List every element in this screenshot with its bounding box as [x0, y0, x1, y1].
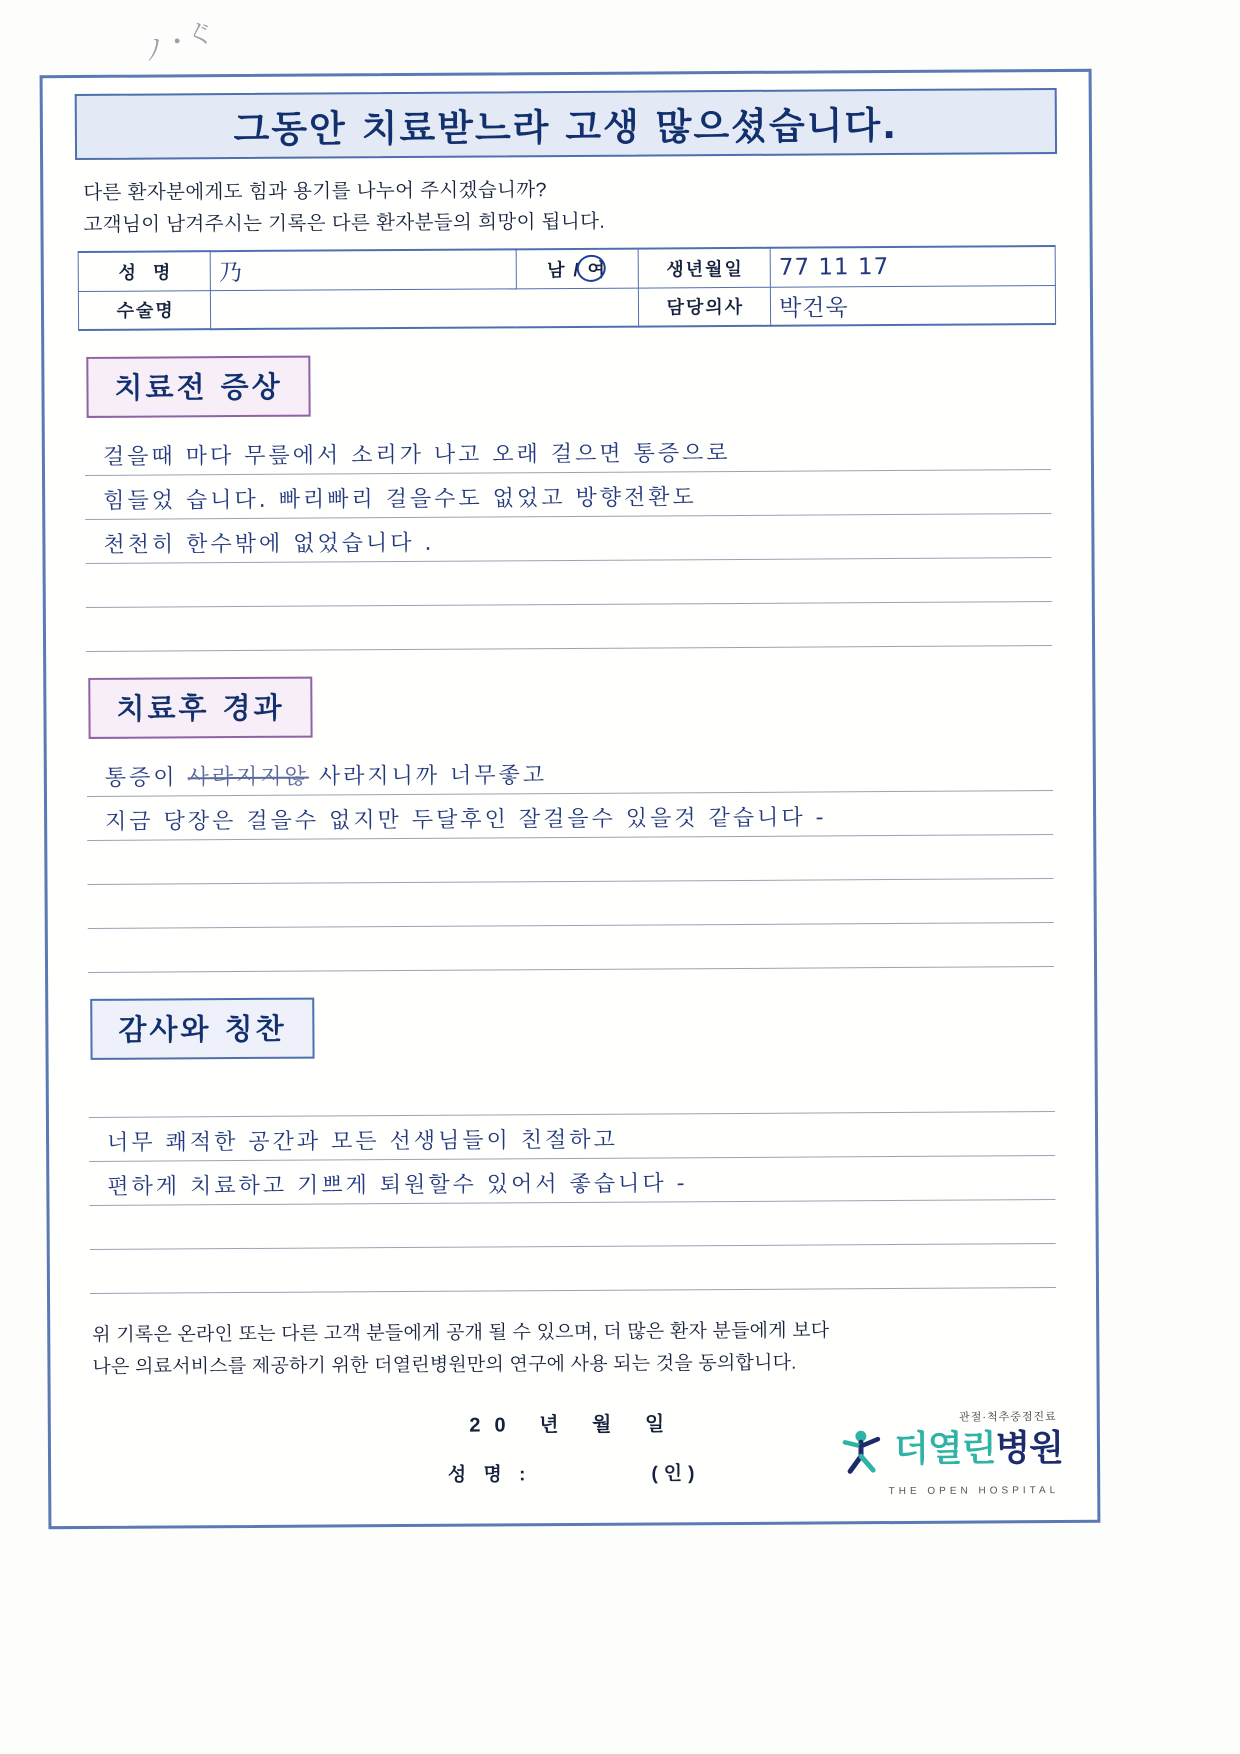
logo-name-rest: 병원: [995, 1428, 1064, 1470]
write-line[interactable]: [88, 923, 1054, 973]
section-heading-thanks: 감사와 칭찬: [90, 998, 315, 1060]
handwriting-text: 힘들었 습니다. 빠리빠리 걸을수도 없었고 방향전환도: [103, 485, 697, 515]
date-row[interactable]: 20 년 월 일: [469, 1413, 679, 1437]
name-field[interactable]: [210, 249, 516, 290]
section-lines-thanks: [89, 1068, 1056, 1294]
write-line[interactable]: [89, 1200, 1055, 1250]
section-heading-progress: 치료후 경과: [88, 677, 313, 739]
intro-line-2: 고객님이 남겨주시는 기록은 다른 환자분들의 희망이 됩니다.: [83, 210, 606, 236]
birth-value: 77 11 17: [778, 253, 890, 281]
table-row: [78, 285, 1055, 330]
write-line[interactable]: [86, 602, 1052, 652]
table-row: [78, 246, 1055, 291]
write-line[interactable]: [89, 1156, 1055, 1206]
write-line[interactable]: [87, 791, 1053, 841]
section-lines-progress: [87, 747, 1054, 973]
write-line[interactable]: [89, 1068, 1055, 1118]
name-label: 성 명: [78, 251, 211, 291]
section-lines-symptoms: [85, 426, 1052, 652]
handwriting-text: 천천히 한수밖에 없었습니다 .: [103, 530, 435, 559]
logo-name-accent: 더열린: [893, 1428, 996, 1471]
consent-line-2: 나은 의료서비스를 제공하기 위한 더열린병원만의 연구에 사용 되는 것을 동의합니다.: [92, 1353, 797, 1379]
write-line[interactable]: [87, 747, 1053, 797]
birth-field[interactable]: [770, 246, 1055, 287]
banner: [75, 88, 1057, 160]
logo-person-icon: [836, 1425, 886, 1475]
write-line[interactable]: [85, 514, 1051, 564]
intro-line-1: 다른 환자분에게도 힘과 용기를 나누어 주시겠습니까?: [83, 179, 547, 204]
consent-line-1: 위 기록은 온라인 또는 다른 고객 분들에게 공개 될 수 있으며, 더 많은 환자 분들에게 보다: [92, 1320, 830, 1347]
banner-title: 그동안 치료받느라 고생 많으셨습니다.: [233, 103, 899, 152]
write-line[interactable]: [86, 558, 1052, 608]
consent-paragraph: [92, 1314, 1054, 1384]
handwriting-text: 걸을때 마다 무릎에서 소리가 나고 오래 걸으면 통증으로: [102, 441, 731, 471]
seal-label: (인): [651, 1462, 701, 1485]
form-sheet: [40, 69, 1101, 1529]
name-value: 乃: [219, 260, 244, 287]
logo-subtitle: THE OPEN HOSPITAL: [888, 1485, 1060, 1498]
patient-info-table: [78, 245, 1056, 331]
doctor-field[interactable]: [770, 285, 1055, 326]
write-line[interactable]: [87, 835, 1053, 885]
handwriting-text: 지금 당장은 걸을수 없지만 두달후인 잘걸을수 있을것 같습니다 -: [105, 805, 827, 835]
handwriting-text: 너무 쾌적한 공간과 모든 선생님들이 친절하고: [107, 1127, 618, 1156]
write-line[interactable]: [85, 426, 1051, 476]
logo-wordmark: [893, 1428, 1064, 1471]
scan-smudge-mark: ノ・ぐ: [137, 17, 216, 69]
write-line[interactable]: [89, 1112, 1055, 1162]
write-line[interactable]: [85, 470, 1051, 520]
section-heading-symptoms: 치료전 증상: [86, 356, 311, 418]
logo-tagline: 관절·척추중점진료: [959, 1411, 1057, 1424]
hospital-logo: [783, 1408, 1064, 1496]
surgery-field[interactable]: [211, 288, 639, 330]
signature-label: 성 명 :: [447, 1463, 532, 1486]
surgery-label: 수술명: [78, 290, 211, 330]
birth-label: 생년월일: [638, 248, 771, 288]
handwriting-text: 통증이 사라지지않 사라지니까 너무좋고: [104, 763, 548, 791]
doctor-value: 박건욱: [778, 295, 849, 322]
intro-text: [83, 172, 1063, 241]
write-line[interactable]: [88, 879, 1054, 929]
sex-field[interactable]: [516, 249, 638, 289]
doctor-label: 담당의사: [638, 287, 771, 327]
handwriting-text: 편하게 치료하고 기쁘게 퇴원할수 있어서 좋습니다 -: [107, 1171, 688, 1200]
write-line[interactable]: [90, 1244, 1056, 1294]
sex-label: 남 / 여: [546, 259, 607, 281]
